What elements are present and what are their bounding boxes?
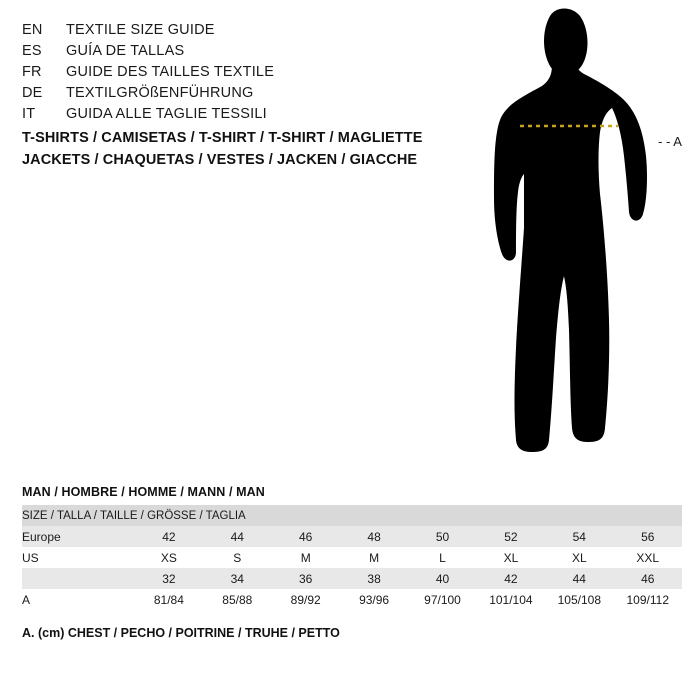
cell: 105/108 xyxy=(545,589,613,610)
row-label: US xyxy=(22,547,135,568)
language-row xyxy=(22,106,462,127)
row-label: Europe xyxy=(22,526,135,547)
language-title: TEXTILE SIZE GUIDE xyxy=(66,22,215,38)
cell: 54 xyxy=(545,526,613,547)
cell: S xyxy=(203,547,271,568)
measure-letter: A xyxy=(673,134,682,149)
cell: 101/104 xyxy=(477,589,545,610)
language-title: TEXTILGRÖßENFÜHRUNG xyxy=(66,85,254,101)
cell: 97/100 xyxy=(408,589,476,610)
table-row xyxy=(22,568,682,589)
language-title: GUIDA ALLE TAGLIE TESSILI xyxy=(66,106,267,122)
cell: 109/112 xyxy=(614,589,682,610)
cell: 36 xyxy=(271,568,339,589)
cell: 48 xyxy=(340,526,408,547)
language-code: EN xyxy=(22,22,43,38)
cell: 46 xyxy=(614,568,682,589)
cell: 44 xyxy=(545,568,613,589)
table-header-row xyxy=(22,505,682,526)
cell: XL xyxy=(477,547,545,568)
table-footnote: A. (cm) CHEST / PECHO / POITRINE / TRUHE / PETTO xyxy=(22,626,340,640)
cell: 89/92 xyxy=(271,589,339,610)
language-row xyxy=(22,22,462,43)
language-code: IT xyxy=(22,106,36,122)
cell: XS xyxy=(135,547,203,568)
cell: 42 xyxy=(135,526,203,547)
size-table xyxy=(22,505,682,610)
row-label xyxy=(22,568,135,589)
table-header-label: SIZE / TALLA / TAILLE / GRÖSSE / TAGLIA xyxy=(22,505,682,526)
cell: 56 xyxy=(614,526,682,547)
cell: 52 xyxy=(477,526,545,547)
table-row xyxy=(22,589,682,610)
category-jackets: JACKETS / CHAQUETAS / VESTES / JACKEN / GIACCHE xyxy=(22,152,418,168)
size-table-block xyxy=(22,485,682,640)
cell: 44 xyxy=(203,526,271,547)
table-row xyxy=(22,526,682,547)
cell: 81/84 xyxy=(135,589,203,610)
cell: XXL xyxy=(614,547,682,568)
cell: 34 xyxy=(203,568,271,589)
cell: 40 xyxy=(408,568,476,589)
cell: 85/88 xyxy=(203,589,271,610)
silhouette-body xyxy=(494,62,647,452)
gender-heading: MAN / HOMBRE / HOMME / MANN / MAN xyxy=(22,485,265,499)
category-tshirts: T-SHIRTS / CAMISETAS / T-SHIRT / T-SHIRT / MAGLIETTE xyxy=(22,130,423,146)
cell: 93/96 xyxy=(340,589,408,610)
measure-dash: - - xyxy=(658,134,671,149)
measure-label-a xyxy=(658,134,682,149)
language-code: FR xyxy=(22,64,42,80)
row-label: A xyxy=(22,589,135,610)
cell: 46 xyxy=(271,526,339,547)
cell: 50 xyxy=(408,526,476,547)
language-title-list xyxy=(22,22,462,127)
language-title: GUÍA DE TALLAS xyxy=(66,43,185,59)
male-silhouette-figure xyxy=(472,8,682,468)
language-row xyxy=(22,43,462,64)
cell: 38 xyxy=(340,568,408,589)
language-code: ES xyxy=(22,43,42,59)
language-title: GUIDE DES TAILLES TEXTILE xyxy=(66,64,275,80)
language-row xyxy=(22,64,462,85)
table-row xyxy=(22,547,682,568)
language-code: DE xyxy=(22,85,43,101)
silhouette-svg xyxy=(472,8,682,468)
cell: L xyxy=(408,547,476,568)
cell: XL xyxy=(545,547,613,568)
cell: 32 xyxy=(135,568,203,589)
cell: M xyxy=(340,547,408,568)
cell: 42 xyxy=(477,568,545,589)
language-row xyxy=(22,85,462,106)
category-list xyxy=(22,128,482,172)
cell: M xyxy=(271,547,339,568)
